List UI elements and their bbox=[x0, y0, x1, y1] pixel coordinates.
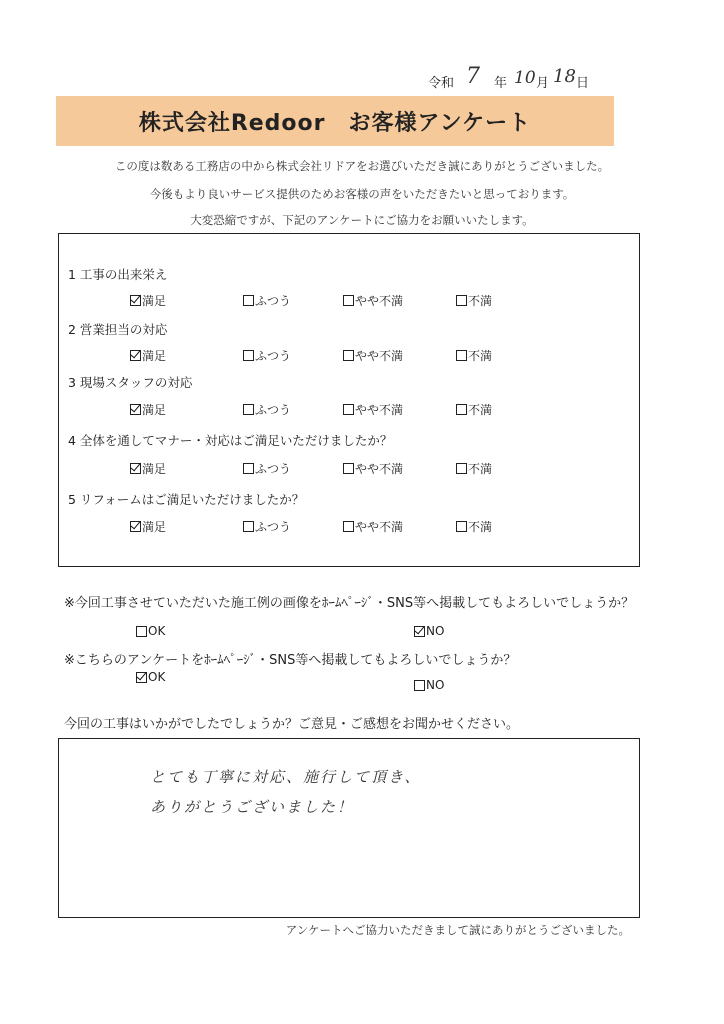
date-year-unit: 年 bbox=[494, 76, 508, 91]
q1-option-dissatisfied[interactable]: 不満 bbox=[456, 292, 492, 309]
checkbox-icon bbox=[343, 463, 354, 474]
comment-line-1: とても丁寧に対応、施行して頂き、 bbox=[150, 768, 422, 786]
survey-box bbox=[58, 233, 640, 567]
permission1-option-ok[interactable]: OK bbox=[136, 624, 165, 638]
checkbox-icon bbox=[136, 626, 147, 637]
q4-option-somewhat-dissatisfied[interactable]: やや不満 bbox=[343, 460, 403, 477]
checkbox-checked-icon bbox=[136, 672, 147, 683]
checkbox-icon bbox=[243, 404, 254, 415]
q5-option-satisfied[interactable]: 満足 bbox=[130, 518, 166, 535]
checkbox-icon bbox=[456, 521, 467, 532]
q2-option-normal[interactable]: ふつう bbox=[243, 347, 291, 364]
q5-option-dissatisfied[interactable]: 不満 bbox=[456, 518, 492, 535]
q1-option-somewhat-dissatisfied[interactable]: やや不満 bbox=[343, 292, 403, 309]
permission2-option-no[interactable]: NO bbox=[414, 678, 444, 692]
checkbox-checked-icon bbox=[130, 463, 141, 474]
checkbox-checked-icon bbox=[130, 521, 141, 532]
q3-option-dissatisfied[interactable]: 不満 bbox=[456, 401, 492, 418]
q3-option-satisfied[interactable]: 満足 bbox=[130, 401, 166, 418]
permission-question-2: ※こちらのアンケートをﾎｰﾑﾍﾟｰｼﾞ・SNS等へ掲載してもよろしいでしょうか？ bbox=[64, 653, 517, 668]
checkbox-icon bbox=[414, 680, 425, 691]
q4-option-dissatisfied[interactable]: 不満 bbox=[456, 460, 492, 477]
checkbox-icon bbox=[343, 295, 354, 306]
intro-line-3: 大変恐縮ですが、下記のアンケートにご協力をお願いいたします。 bbox=[190, 213, 534, 227]
comment-box[interactable] bbox=[58, 738, 640, 918]
q5-option-somewhat-dissatisfied[interactable]: やや不満 bbox=[343, 518, 403, 535]
checkbox-icon bbox=[456, 350, 467, 361]
page-title: 株式会社Redoor お客様アンケート bbox=[56, 96, 614, 146]
date-month-unit: 月 bbox=[536, 76, 550, 91]
question-label-5: 5 リフォームはご満足いただけましたか？ bbox=[68, 492, 305, 507]
checkbox-icon bbox=[243, 295, 254, 306]
footer-thanks: アンケートへご協力いただきまして誠にありがとうございました。 bbox=[285, 923, 630, 937]
checkbox-icon bbox=[243, 350, 254, 361]
checkbox-checked-icon bbox=[414, 626, 425, 637]
question-label-2: 2 営業担当の対応 bbox=[68, 322, 168, 337]
comment-prompt: 今回の工事はいかがでしたでしょうか？ご意見・ご感想をお聞かせください。 bbox=[64, 717, 520, 732]
q4-option-satisfied[interactable]: 満足 bbox=[130, 460, 166, 477]
q2-option-satisfied[interactable]: 満足 bbox=[130, 347, 166, 364]
date-day: 18 bbox=[553, 66, 576, 87]
intro-line-1: この度は数ある工務店の中から株式会社リドアをお選びいただき誠にありがとうございました。 bbox=[114, 159, 610, 173]
q5-option-normal[interactable]: ふつう bbox=[243, 518, 291, 535]
checkbox-icon bbox=[456, 463, 467, 474]
date-line bbox=[0, 0, 724, 100]
permission-question-1: ※今回工事させていただいた施工例の画像をﾎｰﾑﾍﾟｰｼﾞ・SNS等へ掲載してもよろしいでしょうか？ bbox=[64, 596, 635, 611]
permission1-option-no[interactable]: NO bbox=[414, 624, 444, 638]
comment-line-2: ありがとうございました！ bbox=[150, 798, 355, 816]
q3-option-normal[interactable]: ふつう bbox=[243, 401, 291, 418]
checkbox-checked-icon bbox=[130, 295, 141, 306]
date-era: 令和 bbox=[428, 76, 455, 91]
checkbox-icon bbox=[243, 521, 254, 532]
checkbox-icon bbox=[243, 463, 254, 474]
q1-option-normal[interactable]: ふつう bbox=[243, 292, 291, 309]
checkbox-checked-icon bbox=[130, 350, 141, 361]
q3-option-somewhat-dissatisfied[interactable]: やや不満 bbox=[343, 401, 403, 418]
permission2-option-ok[interactable]: OK bbox=[136, 670, 165, 684]
question-label-4: 4 全体を通してマナー・対応はご満足いただけましたか？ bbox=[68, 433, 393, 448]
checkbox-checked-icon bbox=[130, 404, 141, 415]
date-day-unit: 日 bbox=[576, 76, 590, 91]
checkbox-icon bbox=[456, 295, 467, 306]
question-label-3: 3 現場スタッフの対応 bbox=[68, 375, 193, 390]
checkbox-icon bbox=[343, 350, 354, 361]
intro-line-2: 今後もより良いサービス提供のためお客様の声をいただきたいと思っております。 bbox=[149, 187, 575, 201]
date-month: 10 bbox=[514, 68, 536, 88]
question-label-1: 1 工事の出来栄え bbox=[68, 267, 168, 282]
q2-option-dissatisfied[interactable]: 不満 bbox=[456, 347, 492, 364]
checkbox-icon bbox=[343, 404, 354, 415]
q1-option-satisfied[interactable]: 満足 bbox=[130, 292, 166, 309]
checkbox-icon bbox=[456, 404, 467, 415]
checkbox-icon bbox=[343, 521, 354, 532]
q2-option-somewhat-dissatisfied[interactable]: やや不満 bbox=[343, 347, 403, 364]
q4-option-normal[interactable]: ふつう bbox=[243, 460, 291, 477]
date-year: 7 bbox=[466, 64, 480, 89]
